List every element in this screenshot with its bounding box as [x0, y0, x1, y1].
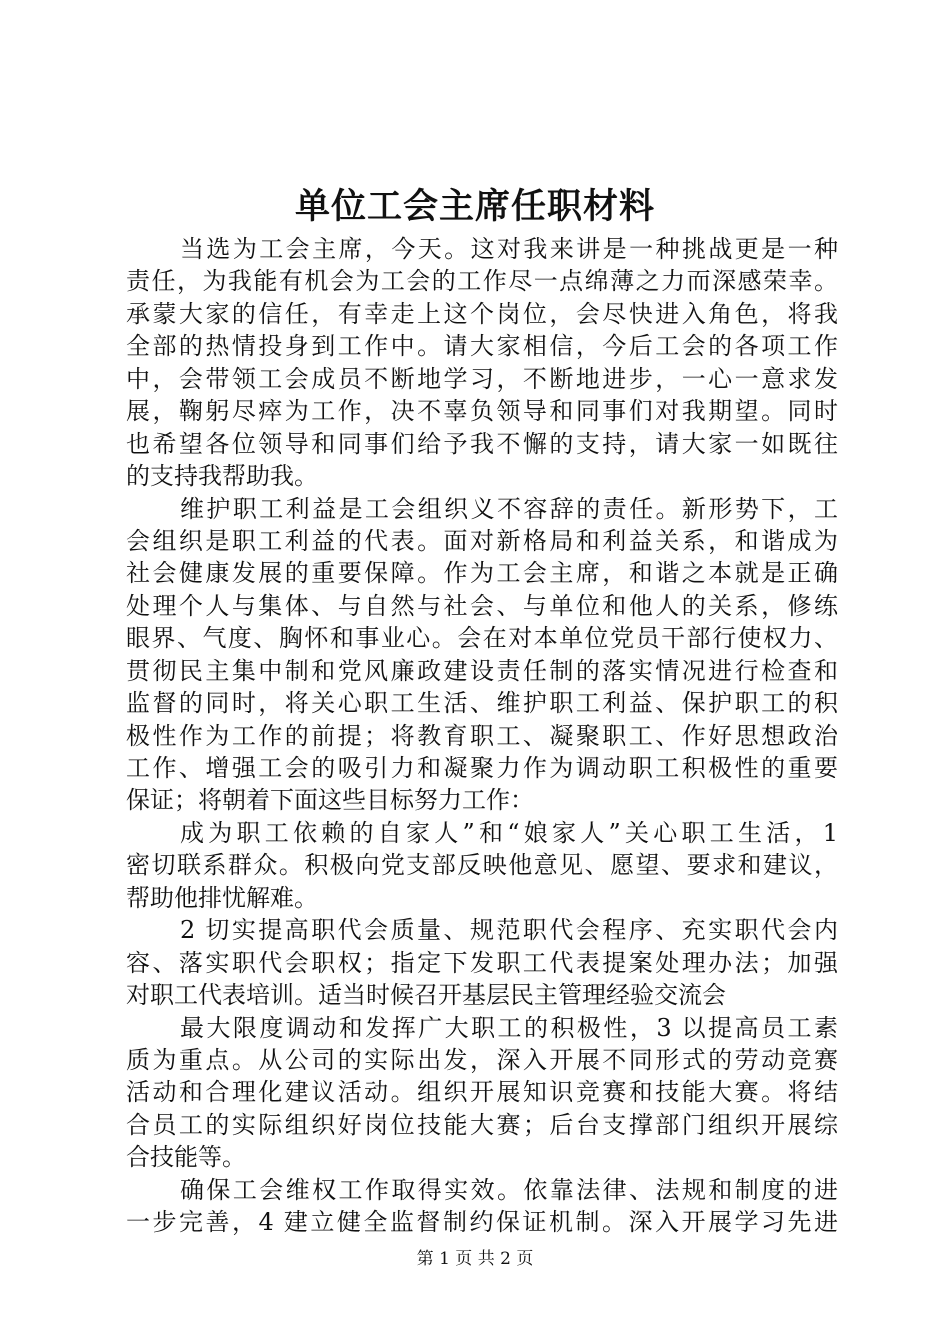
text-line: 保证；将朝着下面这些目标努力工作：: [126, 786, 534, 815]
text-line: 贯彻民主集中制和党风廉政建设责任制的落实情况进行检查和: [126, 656, 838, 685]
text-line: 承蒙大家的信任，有幸走上这个岗位，会尽快进入角色，将我: [126, 299, 838, 328]
text-line: 处理个人与集体、与自然与社会、与单位和他人的关系，修练: [126, 591, 838, 620]
text-line: 社会健康发展的重要保障。作为工会主席，和谐之本就是正确: [126, 559, 838, 588]
text-line: 也希望各位领导和同事们给予我不懈的支持，请大家一如既往: [126, 429, 838, 458]
text-line: 的支持我帮助我。: [126, 462, 318, 491]
text-line: 极性作为工作的前提；将教育职工、凝聚职工、作好思想政治: [126, 721, 838, 750]
page-footer: 第 1 页 共 2 页: [416, 1249, 534, 1269]
text-line: 展，鞠躬尽瘁为工作，决不辜负领导和同事们对我期望。同时: [126, 397, 838, 426]
text-line: 维护职工利益是工会组织义不容辞的责任。新形势下，工: [180, 494, 838, 523]
text-line: 合技能等。: [126, 1143, 246, 1172]
text-line: 活动和合理化建议活动。组织开展知识竞赛和技能大赛。将结: [126, 1078, 838, 1107]
text-line: 当选为工会主席，今天。这对我来讲是一种挑战更是一种: [180, 235, 838, 263]
text-line: 帮助他排忧解难。: [126, 883, 318, 912]
text-line: 容、落实职代会职权；指定下发职工代表提案处理办法；加强: [126, 948, 838, 977]
text-line: 成为职工依赖的自家人”和“娘家人”关心职工生活，1: [180, 818, 838, 847]
text-line: 合员工的实际组织好岗位技能大赛；后台支撑部门组织开展综: [126, 1110, 838, 1139]
text-line: 全部的热情投身到工作中。请大家相信，今后工会的各项工作: [126, 332, 838, 361]
document-body: [126, 233, 838, 1239]
text-line: 一步完善，4 建立健全监督制约保证机制。深入开展学习先进: [126, 1208, 838, 1237]
text-line: 2 切实提高职代会质量、规范职代会程序、充实职代会内: [180, 916, 838, 945]
text-line: 中，会带领工会成员不断地学习，不断地进步，一心一意求发: [126, 364, 838, 393]
text-line: 确保工会维权工作取得实效。依靠法律、法规和制度的进: [180, 1175, 838, 1204]
text-line: 质为重点。从公司的实际出发，深入开展不同形式的劳动竞赛: [126, 1045, 838, 1074]
document-title: 单位工会主席任职材料: [294, 186, 655, 227]
text-line: 责任，为我能有机会为工会的工作尽一点绵薄之力而深感荣幸。: [126, 267, 838, 296]
text-line: 监督的同时，将关心职工生活、维护职工利益、保护职工的积: [126, 689, 838, 718]
text-line: 密切联系群众。积极向党支部反映他意见、愿望、要求和建议，: [126, 851, 838, 880]
text-line: 工作、增强工会的吸引力和凝聚力作为调动职工积极性的重要: [126, 754, 838, 782]
text-line: 最大限度调动和发挥广大职工的积极性，3 以提高员工素: [180, 1013, 838, 1042]
text-line: 对职工代表培训。适当时候召开基层民主管理经验交流会: [126, 981, 726, 1010]
text-line: 眼界、气度、胸怀和事业心。会在对本单位党员干部行使权力、: [126, 624, 838, 653]
text-line: 会组织是职工利益的代表。面对新格局和利益关系，和谐成为: [126, 526, 838, 555]
